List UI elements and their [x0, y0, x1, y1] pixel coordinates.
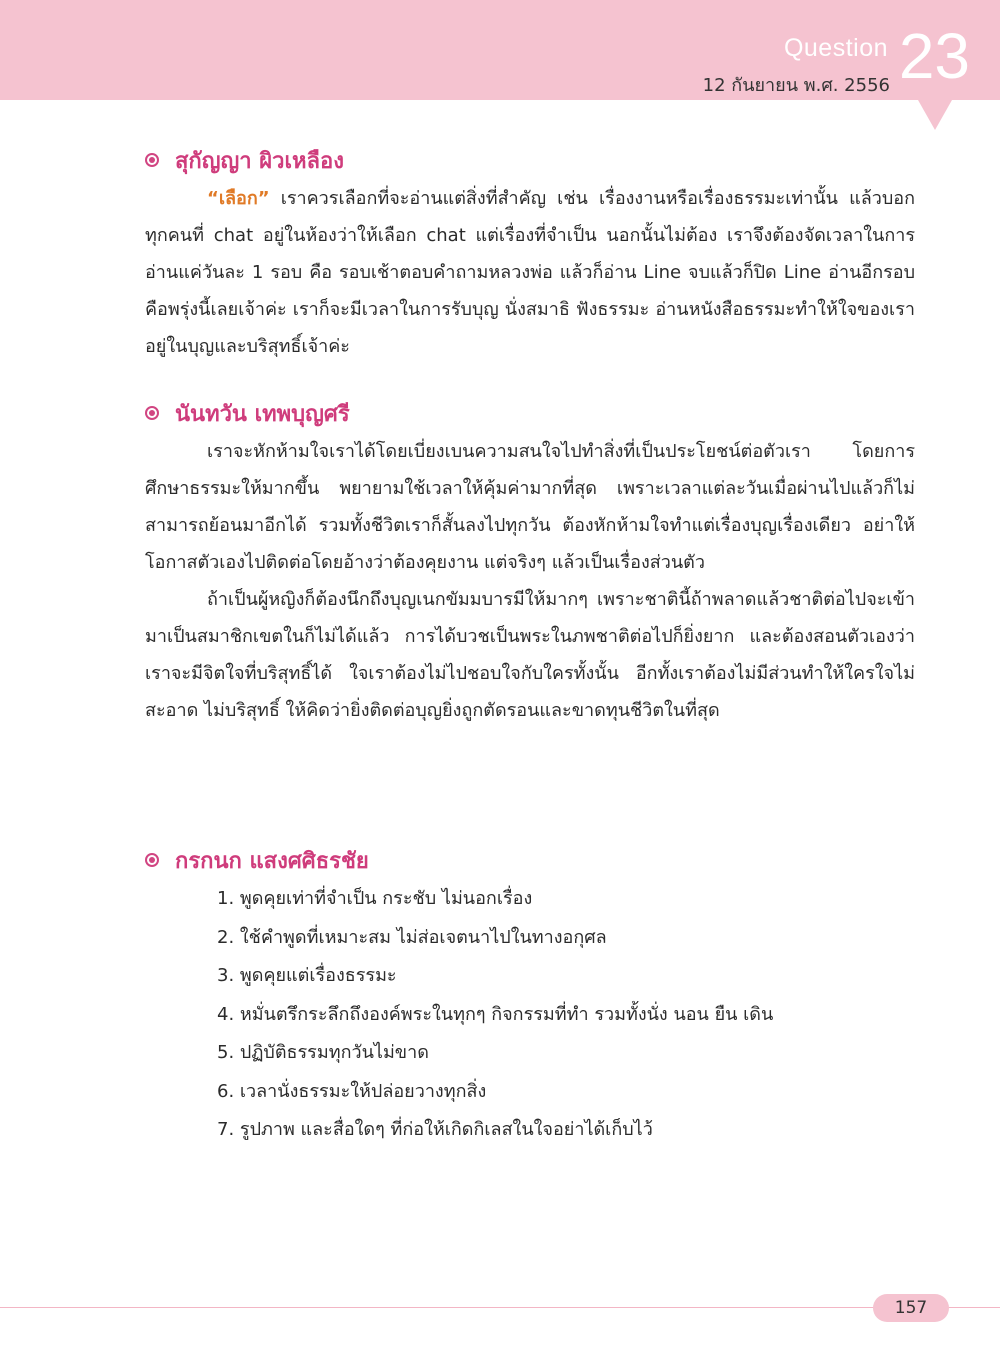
answer-section-3: [145, 840, 915, 1150]
paragraph-text: เราควรเลือกที่จะอ่านแต่สิ่งที่สำคัญ เช่น เรื่องงานหรือเรื่องธรรมะเท่านั้น แล้วบอกทุกคนที่ chat อยู่ในห้องว่าให้เลือก chat แต่เรื่องที่จำเป็น นอกนั้นไม่ต้อง เราจึงต้องจัดเวลาในการอ่านแค่วันละ 1 รอบ คือ รอบเช้าตอบคำถามหลวงพ่อ แล้วก็อ่าน Line จบแล้วก็ปิด Line อ่านอีกรอบคือพรุ่งนี้เลยเจ้าค่ะ เราก็จะมีเวลาในการรับบุญ นั่งสมาธิ ฟังธรรมะ อ่านหนังสือธรรมะทำให้ใจของเราอยู่ในบุญและบริสุทธิ์เจ้าค่ะ: [145, 188, 915, 357]
answer-paragraph: ถ้าเป็นผู้หญิงก็ต้องนึกถึงบุญเนกขัมมบารมีให้มากๆ เพราะชาตินี้ถ้าพลาดแล้วชาติต่อไปจะเข้ามาเป็นสมาชิกเขตในก็ไม่ได้แล้ว การได้บวชเป็นพระในภพชาติต่อไปก็ยิ่งยาก และต้องสอนตัวเองว่าเราจะมีจิตใจที่บริสุทธิ์ได้ ใจเราต้องไม่ไปชอบใจกับใครทั้งนั้น อีกทั้งเราต้องไม่มีส่วนทำให้ใครใจไม่สะอาด ไม่บริสุทธิ์ ให้คิดว่ายิ่งติดต่อบุญยิ่งถูกตัดรอนและขาดทุนชีวิตในที่สุด: [145, 589, 915, 721]
numbered-list: [145, 880, 915, 1150]
question-number: 23: [898, 20, 970, 92]
answer-section-1: [145, 140, 915, 365]
highlight-word: “เลือก”: [207, 188, 270, 209]
circle-bullet-icon: [145, 153, 159, 167]
section-title: [145, 840, 915, 880]
circle-bullet-icon: [145, 406, 159, 420]
list-item: 5. ปฏิบัติธรรมทุกวันไม่ขาด: [217, 1042, 429, 1063]
answer-paragraph: เราจะหักห้ามใจเราได้โดยเบี่ยงเบนความสนใจไปทำสิ่งที่เป็นประโยชน์ต่อตัวเรา โดยการศึกษาธรรมะให้มากขึ้น พยายามใช้เวลาให้คุ้มค่ามากที่สุด เพราะเวลาแต่ละวันเมื่อผ่านไปแล้วก็ไม่สามารถย้อนมาอีกได้ รวมทั้งชีวิตเราก็สั้นลงไปทุกวัน ต้องหักห้ามใจทำแต่เรื่องบุญเรื่องเดียว อย่าให้โอกาสตัวเองไปติดต่อโดยอ้างว่าต้องคุยงาน แต่จริงๆ แล้วเป็นเรื่องส่วนตัว: [145, 441, 915, 573]
list-item: 6. เวลานั่งธรรมะให้ปล่อยวางทุกสิ่ง: [217, 1080, 487, 1102]
list-item: 2. ใช้คำพูดที่เหมาะสม ไม่ส่อเจตนาไปในทางอกุศล: [217, 926, 607, 948]
list-item: 7. รูปภาพ และสื่อใดๆ ที่ก่อให้เกิดกิเลสในใจอย่าได้เก็บไว้: [217, 1119, 653, 1140]
section-title: [145, 393, 915, 433]
question-date: 12 กันยายน พ.ศ. 2556: [702, 75, 890, 96]
author-name: กรกนก แสงศศิธรชัย: [175, 848, 369, 874]
circle-bullet-icon: [145, 853, 159, 867]
author-name: สุกัญญา ผิวเหลือง: [175, 148, 344, 174]
list-item: 1. พูดคุยเท่าที่จำเป็น กระชับ ไม่นอกเรื่อง: [217, 888, 533, 909]
author-name: นันทวัน เทพบุญศรี: [175, 401, 350, 427]
list-item: 4. หมั่นตรึกระลึกถึงองค์พระในทุกๆ กิจกรรมที่ทำ รวมทั้งนั่ง นอน ยืน เดิน: [217, 1003, 774, 1025]
section-title: [145, 140, 915, 180]
page-number: 157: [873, 1294, 949, 1322]
list-item: 3. พูดคุยแต่เรื่องธรรมะ: [217, 965, 397, 986]
question-label: Question: [783, 34, 888, 62]
footer-line: [0, 1307, 1000, 1308]
answer-section-2: [145, 393, 915, 729]
answer-paragraph: [145, 180, 915, 365]
header-pointer: [918, 100, 952, 130]
